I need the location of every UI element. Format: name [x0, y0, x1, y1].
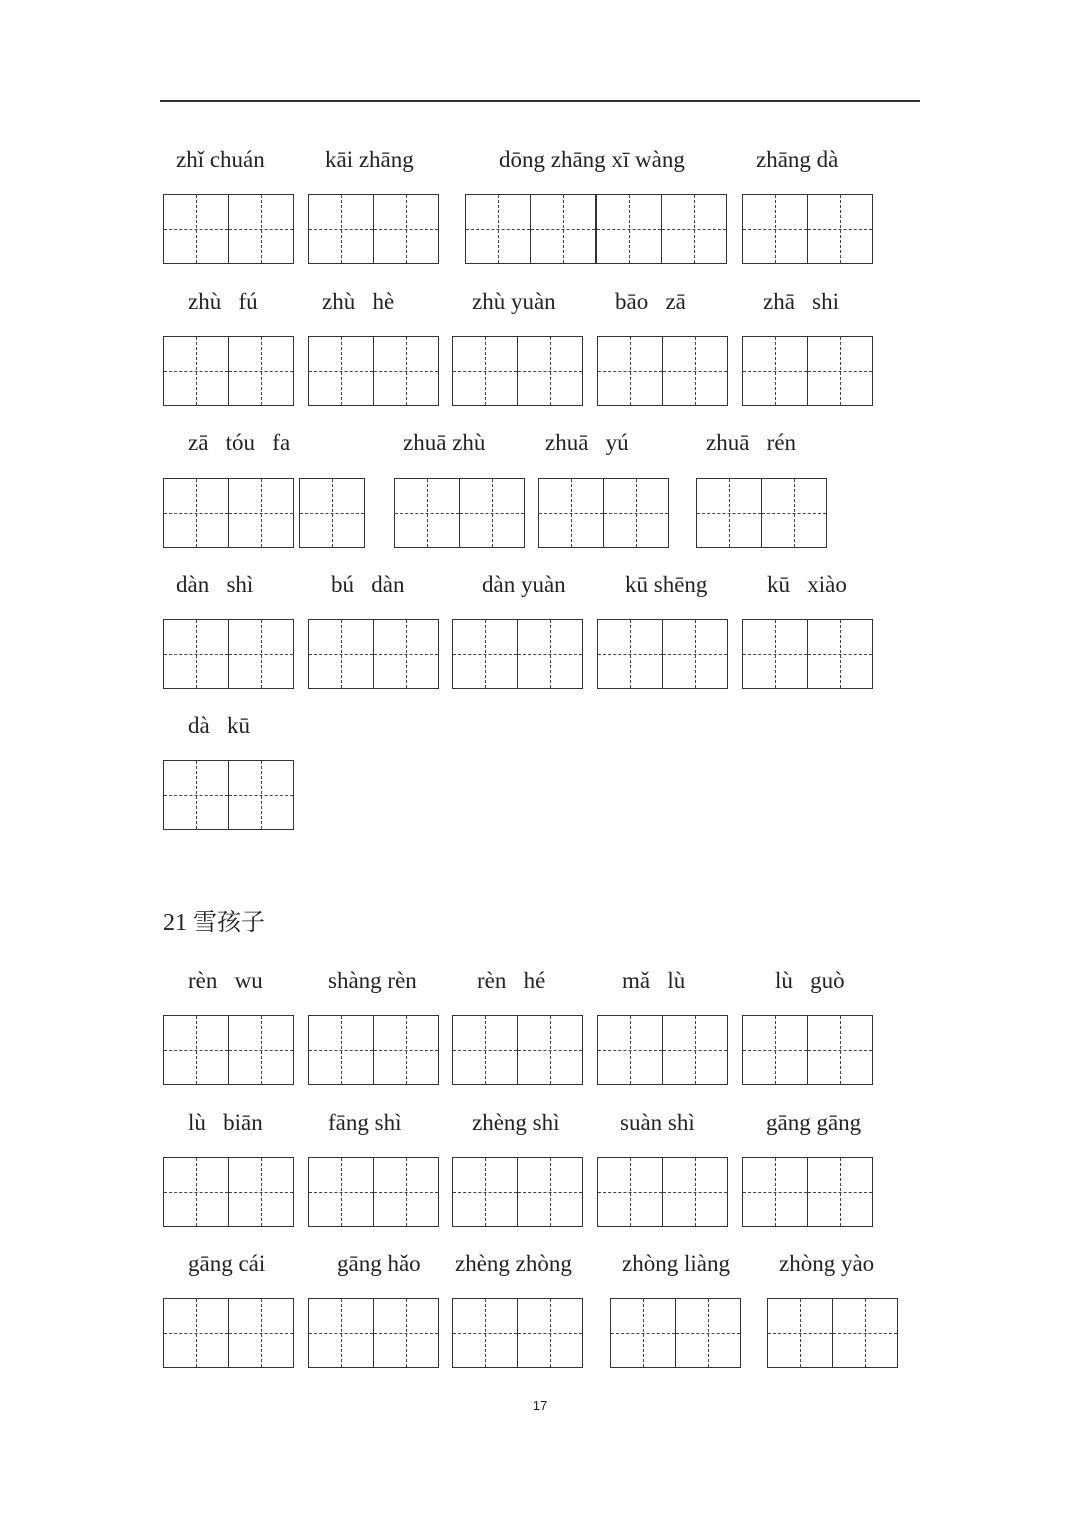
tianzige-cell[interactable] — [308, 1157, 374, 1227]
tianzige-cell[interactable] — [517, 336, 583, 406]
tianzige-cell[interactable] — [452, 619, 518, 689]
pinyin-label: zhuā yú — [545, 430, 629, 455]
pinyin-label: zhòng liàng — [622, 1251, 730, 1276]
tianzige-cell[interactable] — [299, 478, 365, 548]
writing-grid[interactable] — [465, 194, 727, 264]
tianzige-cell[interactable] — [373, 1015, 439, 1085]
tianzige-cell[interactable] — [163, 1157, 229, 1227]
writing-grid[interactable] — [163, 194, 294, 264]
tianzige-cell[interactable] — [373, 336, 439, 406]
tianzige-cell[interactable] — [308, 336, 374, 406]
pinyin-label: zhuā rén — [706, 430, 797, 455]
pinyin-label: dàn yuàn — [482, 572, 566, 597]
writing-grid[interactable] — [452, 1298, 583, 1368]
tianzige-cell[interactable] — [517, 619, 583, 689]
tianzige-cell[interactable] — [452, 1157, 518, 1227]
tianzige-cell[interactable] — [832, 1298, 898, 1368]
writing-grid[interactable] — [742, 1015, 873, 1085]
pinyin-label: gāng gāng — [766, 1110, 862, 1135]
tianzige-cell[interactable] — [807, 1157, 873, 1227]
writing-grid[interactable] — [742, 619, 873, 689]
writing-grid[interactable] — [163, 1298, 294, 1368]
pinyin-label: zhèng shì — [472, 1110, 560, 1135]
tianzige-cell[interactable] — [228, 478, 294, 548]
pinyin-label: zhù fú — [188, 289, 258, 314]
tianzige-cell[interactable] — [308, 1015, 374, 1085]
tianzige-cell[interactable] — [228, 619, 294, 689]
writing-grid[interactable] — [452, 619, 583, 689]
tianzige-cell[interactable] — [517, 1157, 583, 1227]
pinyin-label: dà kū — [188, 713, 250, 738]
pinyin-label: zhèng zhòng — [455, 1251, 572, 1276]
writing-grid[interactable] — [163, 1015, 294, 1085]
tianzige-cell[interactable] — [459, 478, 525, 548]
tianzige-cell[interactable] — [761, 478, 827, 548]
tianzige-cell[interactable] — [603, 478, 669, 548]
writing-grid[interactable] — [394, 478, 525, 548]
tianzige-cell[interactable] — [452, 336, 518, 406]
pinyin-label: bāo zā — [615, 289, 686, 314]
pinyin-label: rèn hé — [477, 968, 546, 993]
tianzige-cell[interactable] — [807, 336, 873, 406]
writing-grid[interactable] — [696, 478, 827, 548]
tianzige-cell[interactable] — [696, 478, 762, 548]
tianzige-cell[interactable] — [807, 194, 873, 264]
tianzige-cell[interactable] — [662, 619, 728, 689]
tianzige-cell[interactable] — [595, 194, 662, 264]
tianzige-cell[interactable] — [373, 1157, 439, 1227]
writing-grid[interactable] — [767, 1298, 898, 1368]
tianzige-cell[interactable] — [308, 619, 374, 689]
pinyin-label: lù biān — [188, 1110, 263, 1135]
writing-grid[interactable] — [452, 1157, 583, 1227]
tianzige-cell[interactable] — [394, 478, 460, 548]
writing-grid[interactable] — [742, 1157, 873, 1227]
tianzige-cell[interactable] — [742, 619, 808, 689]
tianzige-cell[interactable] — [373, 1298, 439, 1368]
writing-grid[interactable] — [742, 336, 873, 406]
tianzige-cell[interactable] — [308, 1298, 374, 1368]
tianzige-cell[interactable] — [597, 336, 663, 406]
pinyin-label: gāng hǎo — [337, 1251, 421, 1276]
tianzige-cell[interactable] — [597, 1015, 663, 1085]
writing-grid[interactable] — [452, 1015, 583, 1085]
tianzige-cell[interactable] — [767, 1298, 833, 1368]
tianzige-cell[interactable] — [742, 336, 808, 406]
tianzige-cell[interactable] — [308, 194, 374, 264]
writing-grid[interactable] — [163, 336, 294, 406]
pinyin-label: shàng rèn — [328, 968, 417, 993]
pinyin-label: zā tóu fa — [188, 430, 291, 455]
pinyin-label: kū shēng — [625, 572, 708, 597]
tianzige-cell[interactable] — [662, 336, 728, 406]
tianzige-cell[interactable] — [228, 1298, 294, 1368]
pinyin-label: kū xiào — [767, 572, 847, 597]
writing-grid[interactable] — [597, 1015, 728, 1085]
pinyin-label: zhǐ chuán — [176, 147, 265, 172]
tianzige-cell[interactable] — [662, 1015, 728, 1085]
tianzige-cell[interactable] — [163, 1298, 229, 1368]
tianzige-cell[interactable] — [742, 1157, 808, 1227]
writing-grid[interactable] — [163, 478, 294, 548]
tianzige-cell[interactable] — [163, 478, 229, 548]
writing-grid[interactable] — [308, 194, 439, 264]
writing-grid[interactable] — [308, 1298, 439, 1368]
pinyin-label: zhù yuàn — [472, 289, 556, 314]
writing-grid[interactable] — [742, 194, 873, 264]
writing-grid[interactable] — [308, 619, 439, 689]
pinyin-label: dōng zhāng xī wàng — [499, 147, 685, 172]
tianzige-cell[interactable] — [228, 194, 294, 264]
tianzige-cell[interactable] — [465, 194, 531, 264]
writing-grid[interactable] — [452, 336, 583, 406]
tianzige-cell[interactable] — [163, 336, 229, 406]
page-number: 17 — [532, 1398, 548, 1413]
writing-grid[interactable] — [308, 336, 439, 406]
tianzige-cell[interactable] — [538, 478, 604, 548]
pinyin-label: gāng cái — [188, 1251, 266, 1276]
tianzige-cell[interactable] — [661, 194, 727, 264]
writing-grid[interactable] — [597, 336, 728, 406]
tianzige-cell[interactable] — [742, 194, 808, 264]
writing-grid[interactable] — [163, 1157, 294, 1227]
writing-grid[interactable] — [308, 1157, 439, 1227]
pinyin-label: zhā shi — [763, 289, 840, 314]
pinyin-label: mǎ lù — [622, 968, 686, 993]
header-rule — [160, 100, 920, 102]
tianzige-cell[interactable] — [530, 194, 596, 264]
tianzige-cell[interactable] — [228, 336, 294, 406]
tianzige-cell[interactable] — [597, 619, 663, 689]
pinyin-label: zhù hè — [322, 289, 395, 314]
writing-grid[interactable] — [597, 619, 728, 689]
tianzige-cell[interactable] — [228, 1157, 294, 1227]
pinyin-label: rèn wu — [188, 968, 263, 993]
pinyin-label: fāng shì — [328, 1110, 402, 1135]
tianzige-cell[interactable] — [228, 760, 294, 830]
tianzige-cell[interactable] — [517, 1015, 583, 1085]
writing-grid[interactable] — [299, 478, 365, 548]
pinyin-label: zhuā zhù — [403, 430, 486, 455]
pinyin-label: dàn shì — [176, 572, 254, 597]
pinyin-label: suàn shì — [620, 1110, 695, 1135]
pinyin-label: lù guò — [775, 968, 845, 993]
writing-grid[interactable] — [308, 1015, 439, 1085]
section-title: 21 雪孩子 — [163, 910, 265, 936]
tianzige-cell[interactable] — [452, 1298, 518, 1368]
writing-grid[interactable] — [163, 619, 294, 689]
writing-grid[interactable] — [538, 478, 669, 548]
tianzige-cell[interactable] — [807, 1015, 873, 1085]
writing-grid[interactable] — [610, 1298, 741, 1368]
writing-grid[interactable] — [163, 760, 294, 830]
tianzige-cell[interactable] — [742, 1015, 808, 1085]
tianzige-cell[interactable] — [610, 1298, 676, 1368]
tianzige-cell[interactable] — [675, 1298, 741, 1368]
writing-grid[interactable] — [597, 1157, 728, 1227]
pinyin-label: zhāng dà — [756, 147, 839, 172]
tianzige-cell[interactable] — [163, 619, 229, 689]
tianzige-cell[interactable] — [517, 1298, 583, 1368]
tianzige-cell[interactable] — [163, 194, 229, 264]
pinyin-label: kāi zhāng — [325, 147, 414, 172]
tianzige-cell[interactable] — [373, 619, 439, 689]
tianzige-cell[interactable] — [452, 1015, 518, 1085]
tianzige-cell[interactable] — [662, 1157, 728, 1227]
pinyin-label: bú dàn — [331, 572, 405, 597]
tianzige-cell[interactable] — [228, 1015, 294, 1085]
tianzige-cell[interactable] — [163, 760, 229, 830]
pinyin-label: zhòng yào — [779, 1251, 875, 1276]
tianzige-cell[interactable] — [373, 194, 439, 264]
tianzige-cell[interactable] — [597, 1157, 663, 1227]
tianzige-cell[interactable] — [163, 1015, 229, 1085]
tianzige-cell[interactable] — [807, 619, 873, 689]
